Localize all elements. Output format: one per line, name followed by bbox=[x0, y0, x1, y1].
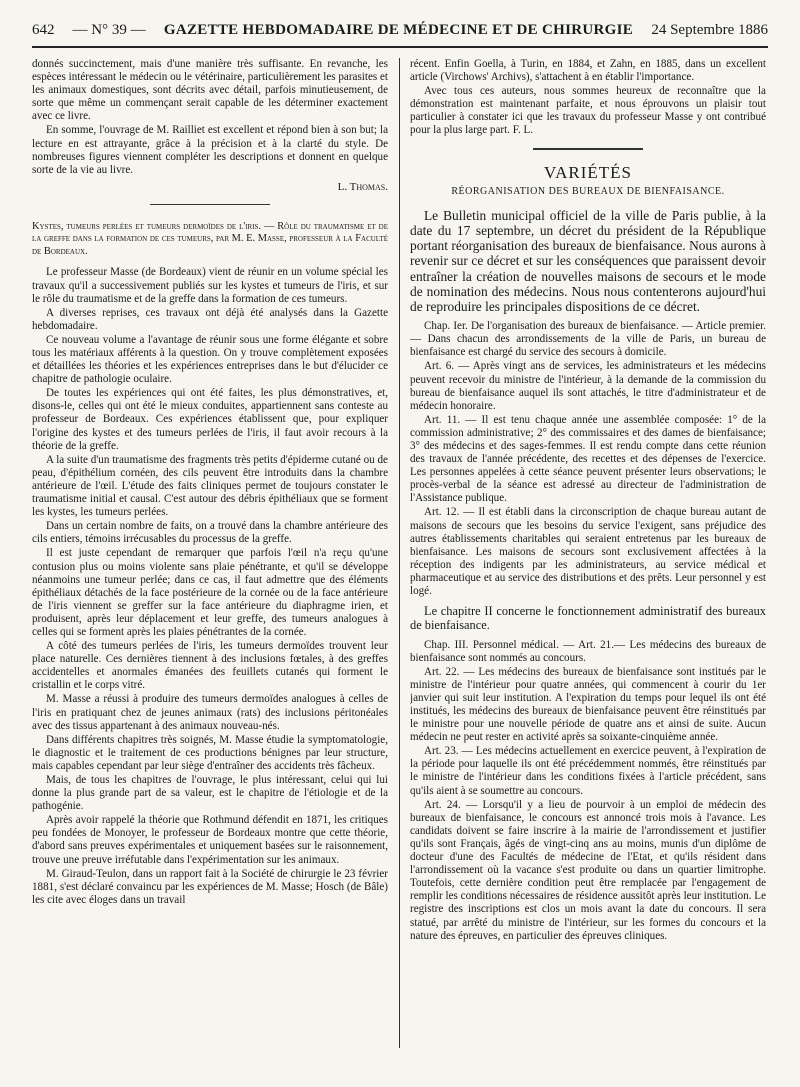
paragraph: Dans différents chapitres très soignés, M. Masse étudie la symptomatologie, le diagnostic et le traitement de ces productions bénignes par leur structure, mais capables cependant par leur siège d'entraîner des accidents très fâcheux. bbox=[32, 733, 388, 772]
issue-date: 24 Septembre 1886 bbox=[651, 21, 768, 38]
paragraph: récent. Enfin Goella, à Turin, en 1884, et Zahn, en 1885, dans un excellent article (Virchows' Archivs), s'attachent à en établir l'importance. bbox=[410, 58, 766, 84]
paragraph: De toutes les expériences qui ont été faites, les plus démonstratives, et, disons-le, celles qui ont été le mieux conduites, appartiennent sans conteste au professeur de Bordeaux. Ces expériences établissent que, pour expliquer l'origine des kystes et des tumeurs perlées de l'iris, il faut avoir recours à la théorie de la greffe. bbox=[32, 387, 388, 452]
paragraph: Art. 12. — Il est établi dans la circonscription de chaque bureau autant de maisons de secours que les besoins du service l'exigent, sans préjudice des autres établissements charitables qui seraient entretenus par les bureaux de bienfaisance. Les maisons de secours sont exclusivement affectées à la réception des indigents par les administrateurs, au service médical et pharmaceutique et au service des distributions et des prêts. Leur personnel y est logé. bbox=[410, 506, 766, 598]
paragraph: A côté des tumeurs perlées de l'iris, les tumeurs dermoïdes trouvent leur place naturelle. Ces dernières tiennent à des inclusions fœtales, à des greffes accidentelles et anormales émanées des feuillets cutanés qui forment le cristallin et le corps vitré. bbox=[32, 640, 388, 692]
paragraph: A la suite d'un traumatisme des fragments très petits d'épiderme cutané ou de peau, d'épithélium cornéen, des cils peuvent être introduits dans la chambre antérieure de l'œil. L'étude des faits cliniques permet de toujours constater le traumatisme initial et causal. C'est autour des débris épithéliaux que se forment les kystes, les tumeurs perlées. bbox=[32, 453, 388, 519]
section-title: VARIÉTÉS bbox=[544, 162, 632, 182]
paragraph: donnés succinctement, mais d'une manière très suffisante. En revanche, les espèces intéressant le médecin ou le vétérinaire, particulièrement les parasites et les animaux domestiques, sont décrits avec détail, parfois minutieusement, de sorte que même un commençant serait capable de les déterminer exactement avec ce livre. bbox=[32, 58, 388, 123]
left-column bbox=[32, 58, 388, 1058]
article-title: Kystes, tumeurs perlées et tumeurs dermoïdes de l'iris. — Rôle du traumatisme et de la greffe dans la formation de ces tumeurs, par M. E. Masse, professeur à la Faculté de Bordeaux. bbox=[32, 220, 388, 257]
paragraph: Art. 11. — Il est tenu chaque année une assemblée composée: 1° de la commission administrative; 2° des commissaires et des dames de bienfaisance; 3° des médecins et des sages-femmes. Il est rendu compte dans cette réunion des travaux de l'année précédente, des recettes et des dépenses de l'exercice. Les personnes appelées à cette séance peuvent présenter leurs observations; le procès-verbal de la séance est adressé au directeur de l'administration de l'Assistance publique. bbox=[410, 413, 766, 505]
paragraph: A diverses reprises, ces travaux ont déjà été analysés dans la Gazette hebdomadaire. bbox=[32, 306, 388, 332]
paragraph: Le professeur Masse (de Bordeaux) vient de réunir en un volume spécial les travaux qu'il a successivement publiés sur les kystes et tumeurs de l'iris, et sur le rôle du traumatisme et de la greffe dans la formation de ces tumeurs. bbox=[32, 266, 388, 305]
page-number: 642 bbox=[32, 21, 55, 38]
page-header bbox=[32, 14, 768, 48]
paragraph: Art. 23. — Les médecins actuellement en exercice peuvent, à l'expiration de la période pour laquelle ils ont été précédemment nommés, être réinstitués par le ministre de l'intérieur dans les conditions fixées à l'article précédent, sans qu'ils aient à se soumettre au concours. bbox=[410, 745, 766, 797]
lead-paragraph: Le Bulletin municipal officiel de la ville de Paris publie, à la date du 17 septembre, un décret du président de la République portant réorganisation des bureaux de bienfaisance. Nous aurons à revenir sur ce décret et sur les conséquences que paraissent devoir entraîner la création de nouvelles maisons de secours et le mode de nomination des médecins. Nous nous contenterons aujourd'hui de reproduire les principales dispositions de ce décret. bbox=[410, 207, 766, 314]
signature: L. Thomas. bbox=[337, 180, 388, 193]
paragraph: En somme, l'ouvrage de M. Railliet est excellent et répond bien à son but; la lecture en est attrayante, grâce à la précision et à la clarté du style. De nombreuses figures viennent compléter les descriptions et donnent en quelque sorte de la vie au livre. bbox=[32, 124, 388, 176]
journal-title: GAZETTE HEBDOMADAIRE DE MÉDECINE ET DE CHIRURGIE bbox=[163, 21, 634, 38]
separator-rule bbox=[150, 204, 270, 205]
paragraph: Chap. Ier. De l'organisation des bureaux de bienfaisance. — Article premier. — Dans chacun des arrondissements de la ville de Paris, un bureau de bienfaisance est chargé du service des secours à domicile. bbox=[410, 320, 766, 359]
paragraph: Art. 22. — Les médecins des bureaux de bienfaisance sont institués par le ministre de l'intérieur pour quatre années, qui commencent à courir du 1er janvier qui suit leur institution. A l'expiration du temps pour lequel ils ont été institués, les médecins des bureaux de bienfaisance peuvent être réinstitués par le ministre pour une nouvelle période de quatre ans et ainsi de suite. Aucun médecin ne peut rester en activité après sa soixante-cinquième année. bbox=[410, 665, 766, 744]
paragraph: Le chapitre II concerne le fonctionnement administratif des bureaux de bienfaisance. bbox=[410, 604, 766, 633]
paragraph: Dans un certain nombre de faits, on a trouvé dans la chambre antérieure des cils entiers, témoins irrécusables du processus de la greffe. bbox=[32, 520, 388, 546]
header-left bbox=[32, 22, 146, 39]
paragraph: Art. 24. — Lorsqu'il y a lieu de pourvoir à un emploi de médecin des bureaux de bienfaisance, le concours est annoncé trois mois à l'avance. Les candidats doivent se faire inscrire à la mairie de l'arrondissement et justifier qu'ils sont Français, âgés de vingt-cinq ans au moins, munis d'un diplôme de docteur d'une des Facultés de médecine de l'Etat, et qu'ils résident dans l'arrondissement où la vacance s'est produite ou dans un quartier limitrophe. Toutefois, cette dernière condition peut être remplacée par l'engagement de remplir les conditions nécessaires de résidence aussitôt après leur institution. Le registre des inscriptions est clos un mois avant la date du concours. Il sera statué, par arrêté du ministre de l'intérieur, sur les formes du concours et la nature des épreuves, en particulier des épreuves cliniques. bbox=[410, 798, 766, 942]
paragraph: M. Masse a réussi à produire des tumeurs dermoïdes analogues à celles de l'iris en pratiquant chez de jeunes animaux (rats) des inclusions péritonéales avec des tissus appartenant à des animaux nouveau-nés. bbox=[32, 693, 388, 732]
separator-rule bbox=[533, 148, 643, 150]
paragraph: Il est juste cependant de remarquer que parfois l'œil n'a reçu qu'une contusion plus ou moins violente sans plaie pénétrante, et qu'il se développe néanmoins une tumeur perlée; dans ce cas, il faut admettre que des éléments épithéliaux détachés de la face postérieure de la cornée ou de la face antérieure de l'iris viennent se greffer sur la face antérieure du diaphragme irien, et produisent, après leur déplacement et leur greffe, des tumeurs analogues à celles qui se forment après les plaies pénétrantes de la cornée. bbox=[32, 547, 388, 638]
issue-number: — N° 39 — bbox=[72, 21, 146, 38]
column-divider bbox=[399, 58, 400, 1048]
paragraph: Ce nouveau volume a l'avantage de réunir sous une forme élégante et sobre tous les matériaux afférents à la question. On y trouve complètement exposées et détaillées les théories et les expériences entreprises dans le but d'élucider ce chapitre de pathologie oculaire. bbox=[32, 333, 388, 386]
paragraph: Art. 6. — Après vingt ans de services, les administrateurs et les médecins peuvent recevoir du ministre de l'intérieur, à la demande de la commission du bureau de bienfaisance auquel ils sont attachés, le titre d'administrateur et de médecin honoraire. bbox=[410, 360, 766, 412]
paragraph: Mais, de tous les chapitres de l'ouvrage, le plus intéressant, celui qui lui donne la plus grande part de sa valeur, est le chapitre de l'étiologie et de la pathogénie. bbox=[32, 774, 388, 813]
paragraph: Après avoir rappelé la théorie que Rothmund défendit en 1871, les critiques peu fondées de Monoyer, le professeur de Bordeaux montre que cette théorie, d'abord sans preuves expérimentales et uniquement basées sur le raisonnement, trouve une preuve irréfutable dans l'expérimentation sur les animaux. bbox=[32, 814, 388, 866]
paragraph: Avec tous ces auteurs, nous sommes heureux de reconnaître que la démonstration est maintenant parfaite, et nous éprouvons un plaisir tout particulier à constater ici que les travaux du professeur Masse y ont contribué pour la plus large part. F. L. bbox=[410, 85, 766, 137]
paragraph: M. Giraud-Teulon, dans un rapport fait à la Société de chirurgie le 23 février 1881, s'est déclaré convaincu par les expériences de M. Masse; Hosch (de Bâle) les cite avec éloges dans un travail bbox=[32, 867, 388, 906]
section-subtitle: RÉORGANISATION DES BUREAUX DE BIENFAISANCE. bbox=[451, 185, 725, 197]
right-column bbox=[410, 58, 766, 1058]
paragraph: Chap. III. Personnel médical. — Art. 21.— Les médecins des bureaux de bienfaisance sont nommés au concours. bbox=[410, 638, 766, 664]
